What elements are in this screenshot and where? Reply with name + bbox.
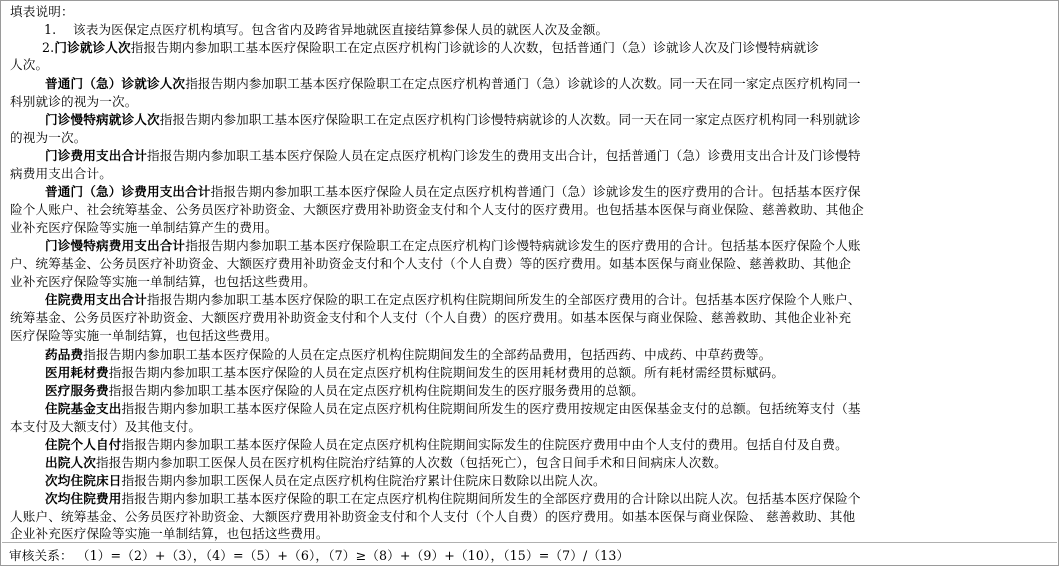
notes-cell[interactable] — [2, 1, 1057, 543]
note-4-line1: 门诊慢特病就诊人次指报告期内参加职工基本医疗保险职工在定点医疗机构门诊慢特病就诊的人次数。同一天在同一家定点医疗机构同一科别就诊 — [45, 112, 861, 127]
note-13: 住院个人自付指报告期内参加职工基本医疗保险人员在定点医疗机构住院期间实际发生的住院医疗费用中由个人支付的费用。包括自付及自费。 — [45, 437, 848, 452]
note-7-line3: 业补充医疗保险等实施一单制结算，也包括这些费用。 — [10, 274, 316, 289]
note-16-line2: 人账户、统筹基金、公务员医疗补助资金、大额医疗费用补助资金支付和个人支付（个人自费）的医疗费用。如基本医保与商业保险、 慈善救助、其他 — [10, 509, 856, 524]
note-6-line1: 普通门（急）诊费用支出合计指报告期内参加职工基本医疗保险人员在定点医疗机构普通门（急）诊就诊发生的医疗费用的合计。包括基本医疗保 — [45, 184, 861, 199]
note-7-line1: 门诊慢特病费用支出合计指报告期内参加职工基本医疗保险职工在定点医疗机构门诊慢特病就诊发生的医疗费用的合计。包括基本医疗保险个人账 — [45, 238, 861, 253]
note-4-line2: 的视为一次。 — [10, 130, 87, 145]
note-3-line1: 普通门（急）诊就诊人次指报告期内参加职工基本医疗保险职工在定点医疗机构普通门（急）诊就诊的人次数。同一天在同一家定点医疗机构同一 — [45, 76, 861, 91]
note-6-line3: 业补充医疗保险等实施一单制结算产生的费用。 — [10, 220, 278, 235]
note-16-line3: 企业补充医疗保险等实施一单制结算，也包括这些费用。 — [10, 526, 329, 541]
note-7-line2: 户、统筹基金、公务员医疗补助资金、大额医疗费用补助资金支付和个人支付（个人自费）等的医疗费用。如基本医保与商业保险、慈善救助、其他企 — [10, 256, 852, 271]
audit-formula: （1）=（2）+（3），（4）=（5）+（6），（7）≥（8）+（9）+（10），（15）=（7）/（13） — [76, 548, 630, 563]
note-3-line2: 科别就诊的视为一次。 — [10, 94, 138, 109]
note-2-line1: 2.门诊就诊人次指报告期内参加职工基本医疗保险职工在定点医疗机构门诊就诊的人次数，包括普通门（急）诊就诊人次及门诊慢特病就诊 — [42, 40, 819, 55]
note-12-line2: 本支付及大额支付）及其他支付。 — [10, 419, 202, 434]
notes-header: 填表说明： — [10, 4, 74, 19]
note-8-line1: 住院费用支出合计指报告期内参加职工基本医疗保险的职工在定点医疗机构住院期间所发生的全部医疗费用的合计。包括基本医疗保险个人账户、 — [45, 292, 861, 307]
note-12-line1: 住院基金支出指报告期内参加职工基本医疗保险人员在定点医疗机构住院期间所发生的医疗费用按规定由医保基金支付的总额。包括统筹支付（基 — [45, 401, 861, 416]
note-8-line3: 医疗保险等实施一单制结算，也包括这些费用。 — [10, 328, 278, 343]
note-2-line2: 人次。 — [10, 57, 49, 72]
note-5-line1: 门诊费用支出合计指报告期内参加职工基本医疗保险人员在定点医疗机构门诊发生的费用支出合计，包括普通门（急）诊费用支出合计及门诊慢特 — [45, 148, 861, 163]
note-5-line2: 病费用支出合计。 — [10, 166, 112, 181]
note-8-line2: 统筹基金、公务员医疗补助资金、大额医疗费用补助资金支付和个人支付（个人自费）的医疗费用。如基本医保与商业保险、慈善救助、其他企业补充 — [10, 310, 852, 325]
note-16-line1: 次均住院费用指报告期内参加职工基本医疗保险的职工在定点医疗机构住院期间所发生的全部医疗费用的合计除以出院人次。包括基本医疗保险个 — [45, 491, 861, 506]
note-6-line2: 险个人账户、社会统筹基金、公务员医疗补助资金、大额医疗费用补助资金支付和个人支付的医疗费用。也包括基本医保与商业保险、慈善救助、其他企 — [10, 202, 864, 217]
note-14: 出院人次指报告期内参加职工医保人员在医疗机构住院治疗结算的人次数（包括死亡），包含日间手术和日间病床人次数。 — [45, 455, 727, 470]
note-15: 次均住院床日指报告期内参加职工医保人员在定点医疗机构住院治疗累计住院床日数除以出院人次。 — [45, 473, 606, 488]
audit-relations-cell[interactable] — [9, 547, 629, 564]
note-10: 医用耗材费指报告期内参加职工基本医疗保险的人员在定点医疗机构住院期间发生的医用耗材费用的总额。所有耗材需经贯标赋码。 — [45, 365, 785, 380]
note-11: 医疗服务费指报告期内参加职工基本医疗保险的人员在定点医疗机构住院期间发生的医疗服务费用的总额。 — [45, 383, 644, 398]
note-9: 药品费指报告期内参加职工基本医疗保险的人员在定点医疗机构住院期间发生的全部药品费用，包括西药、中成药、中草药费等。 — [45, 347, 772, 362]
note-1: 1. 该表为医保定点医疗机构填写。包含省内及跨省异地就医直接结算参保人员的就医人次及金额。 — [44, 22, 609, 37]
audit-label: 审核关系： — [9, 548, 73, 563]
